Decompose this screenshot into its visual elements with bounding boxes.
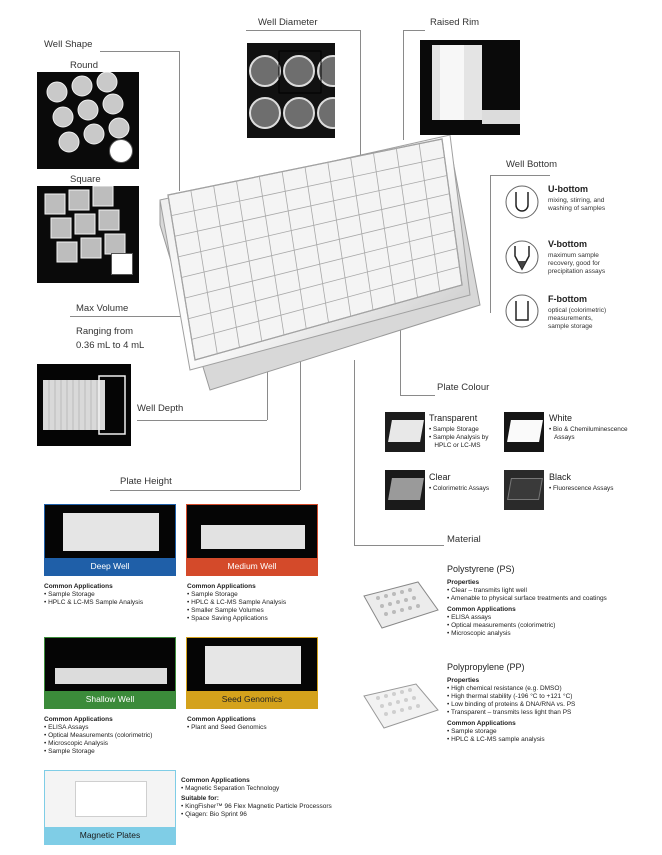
raised-rim-label: Raised Rim [430,17,480,28]
transparent-item-1: • Sample Storage [429,426,479,433]
pp-prop-1: • High chemical resistance (e.g. DMSO) [447,685,562,692]
clear-item-1: • Colorimetric Assays [429,485,490,492]
magnetic-plate [75,781,147,817]
seed-genomics-app-1: • Plant and Seed Genomics [187,724,267,731]
black-item-1: • Fluorescence Assays [549,485,614,492]
ps-app-3: • Microscopic analysis [447,630,511,637]
shallow-well-app-3: • Microscopic Analysis [44,740,109,747]
deep-well-app-2: • HPLC & LC-MS Sample Analysis [44,599,144,606]
transparent-item-2: • Sample Analysis by [429,434,489,441]
ps-apps-heading: Common Applications [447,606,516,613]
u-bottom-block [548,184,605,213]
medium-well-app-2: • HPLC & LC-MS Sample Analysis [187,599,287,606]
magnetic-suitable-2: • Qiagen: Bio Sprint 96 [181,811,247,818]
clear-plate-thumb [385,470,425,510]
well-bottom-leader-v [490,175,491,313]
white-item-1: • Bio & Chemiluminescence [549,426,628,433]
well-bottom-label: Well Bottom [506,159,558,170]
u-bottom-desc-2: washing of samples [548,205,606,212]
well-depth-label: Well Depth [137,403,184,414]
medium-well-plate [201,525,305,549]
u-bottom-desc-1: mixing, stirring, and [548,197,605,204]
white-block [549,413,628,442]
medium-well-app-4: • Space Saving Applications [187,615,268,622]
deep-well-apps-heading: Common Applications [44,583,113,590]
shallow-well-app-4: • Sample Storage [44,748,95,755]
pp-plate-image [360,680,440,735]
well-diameter-label: Well Diameter [258,17,318,28]
shallow-well-apps-heading: Common Applications [44,716,113,723]
seed-genomics-plate [205,646,301,684]
magnetic-apps [181,777,332,819]
material-leader-h [354,545,444,546]
pp-apps-heading: Common Applications [447,720,516,727]
square-well-photo [37,186,139,283]
transparent-block [429,413,488,450]
well-bottom-leader-h [490,175,550,176]
shallow-well-app-2: • Optical Measurements (colorimetric) [44,732,153,739]
deep-well-app-1: • Sample Storage [44,591,95,598]
raised-rim-photo [420,40,520,135]
f-bottom-icon [505,294,539,328]
max-volume-desc-1: Ranging from [76,326,134,337]
clear-block [429,472,489,493]
white-item-2: Assays [549,434,575,441]
u-bottom-title: U-bottom [548,184,588,194]
shallow-well-panel [44,637,176,709]
pp-app-1: • Sample storage [447,728,497,735]
pp-props-heading: Properties [447,677,480,684]
magnetic-panel [44,770,176,845]
f-bottom-title: F-bottom [548,294,587,304]
ps-app-1: • ELISA assays [447,614,492,621]
f-bottom-desc-2: measurements, [548,315,593,322]
round-well-photo [37,72,139,169]
deep-well-banner: Deep Well [45,558,175,575]
clear-name: Clear [429,472,451,482]
well-shape-leader-h [100,51,180,52]
ps-details [447,579,607,638]
magnetic-app-1: • Magnetic Separation Technology [181,785,280,792]
pp-details [447,677,575,744]
medium-well-panel [186,504,318,576]
seed-genomics-panel [186,637,318,709]
deep-well-plate [63,513,159,551]
round-shape-icon [109,139,133,163]
black-name: Black [549,472,572,482]
v-bottom-desc-3: precipitation assays [548,268,606,275]
ps-plate-image [360,578,440,633]
pp-prop-3: • Low binding of proteins & DNA/RNA vs. PS [447,701,576,708]
ps-props-heading: Properties [447,579,480,586]
square-shape-icon [111,253,133,275]
v-bottom-desc-1: maximum sample [548,252,599,259]
shallow-well-apps [44,716,152,756]
pp-prop-4: • Transparent – transmits less light than PS [447,709,572,716]
material-label: Material [447,534,481,545]
magnetic-banner: Magnetic Plates [45,827,175,844]
black-plate-thumb [504,470,544,510]
well-depth-leader-h [137,420,267,421]
f-bottom-block [548,294,606,331]
deep-well-apps [44,583,143,607]
deep-well-panel [44,504,176,576]
transparent-name: Transparent [429,413,478,423]
v-bottom-block [548,239,605,276]
square-label: Square [70,174,101,185]
seed-genomics-apps [187,716,267,732]
well-diameter-photo [247,43,335,138]
well-diameter-leader-h [246,30,361,31]
v-bottom-title: V-bottom [548,239,587,249]
plate-colour-leader-h [400,395,435,396]
black-block [549,472,613,493]
plate-colour-label: Plate Colour [437,382,490,393]
ps-prop-1: • Clear – transmits light well [447,587,527,594]
medium-well-banner: Medium Well [187,558,317,575]
v-bottom-icon [505,240,539,274]
raised-rim-leader-h [403,30,425,31]
shallow-well-app-1: • ELISA Assays [44,724,89,731]
well-depth-photo [37,364,131,446]
shallow-well-banner: Shallow Well [45,691,175,708]
raised-rim-leader-v [403,30,404,140]
medium-well-apps [187,583,286,623]
main-plate-image [150,125,485,395]
u-bottom-icon [505,185,539,219]
seed-genomics-apps-heading: Common Applications [187,716,256,723]
transparent-plate-thumb [385,412,425,452]
magnetic-suitable-1: • KingFisher™ 96 Flex Magnetic Particle Processors [181,803,332,810]
pp-app-2: • HPLC & LC-MS sample analysis [447,736,545,743]
magnetic-suitable-heading: Suitable for: [181,795,219,802]
medium-well-apps-heading: Common Applications [187,583,256,590]
ps-title: Polystyrene (PS) [447,564,515,574]
v-bottom-desc-2: recovery, good for [548,260,600,267]
f-bottom-desc-1: optical (colorimetric) [548,307,607,314]
plate-height-label: Plate Height [120,476,172,487]
white-name: White [549,413,573,423]
seed-genomics-banner: Seed Genomics [187,691,317,708]
medium-well-app-3: • Smaller Sample Volumes [187,607,264,614]
shallow-well-plate [55,668,167,684]
plate-height-leader-h [110,490,300,491]
pp-prop-2: • High thermal stability (-196 °C to +121 °C) [447,693,573,700]
well-shape-label: Well Shape [44,39,93,50]
ps-prop-2: • Amenable to physical surface treatments and coatings [447,595,607,602]
max-volume-label: Max Volume [76,303,129,314]
medium-well-app-1: • Sample Storage [187,591,238,598]
max-volume-desc-2: 0.36 mL to 4 mL [76,340,145,351]
f-bottom-desc-3: sample storage [548,323,593,330]
pp-title: Polypropylene (PP) [447,662,525,672]
magnetic-apps-heading: Common Applications [181,777,250,784]
white-plate-thumb [504,412,544,452]
round-label: Round [70,60,98,71]
transparent-item-3: HPLC or LC-MS [429,442,481,449]
ps-app-2: • Optical measurements (colorimetric) [447,622,556,629]
